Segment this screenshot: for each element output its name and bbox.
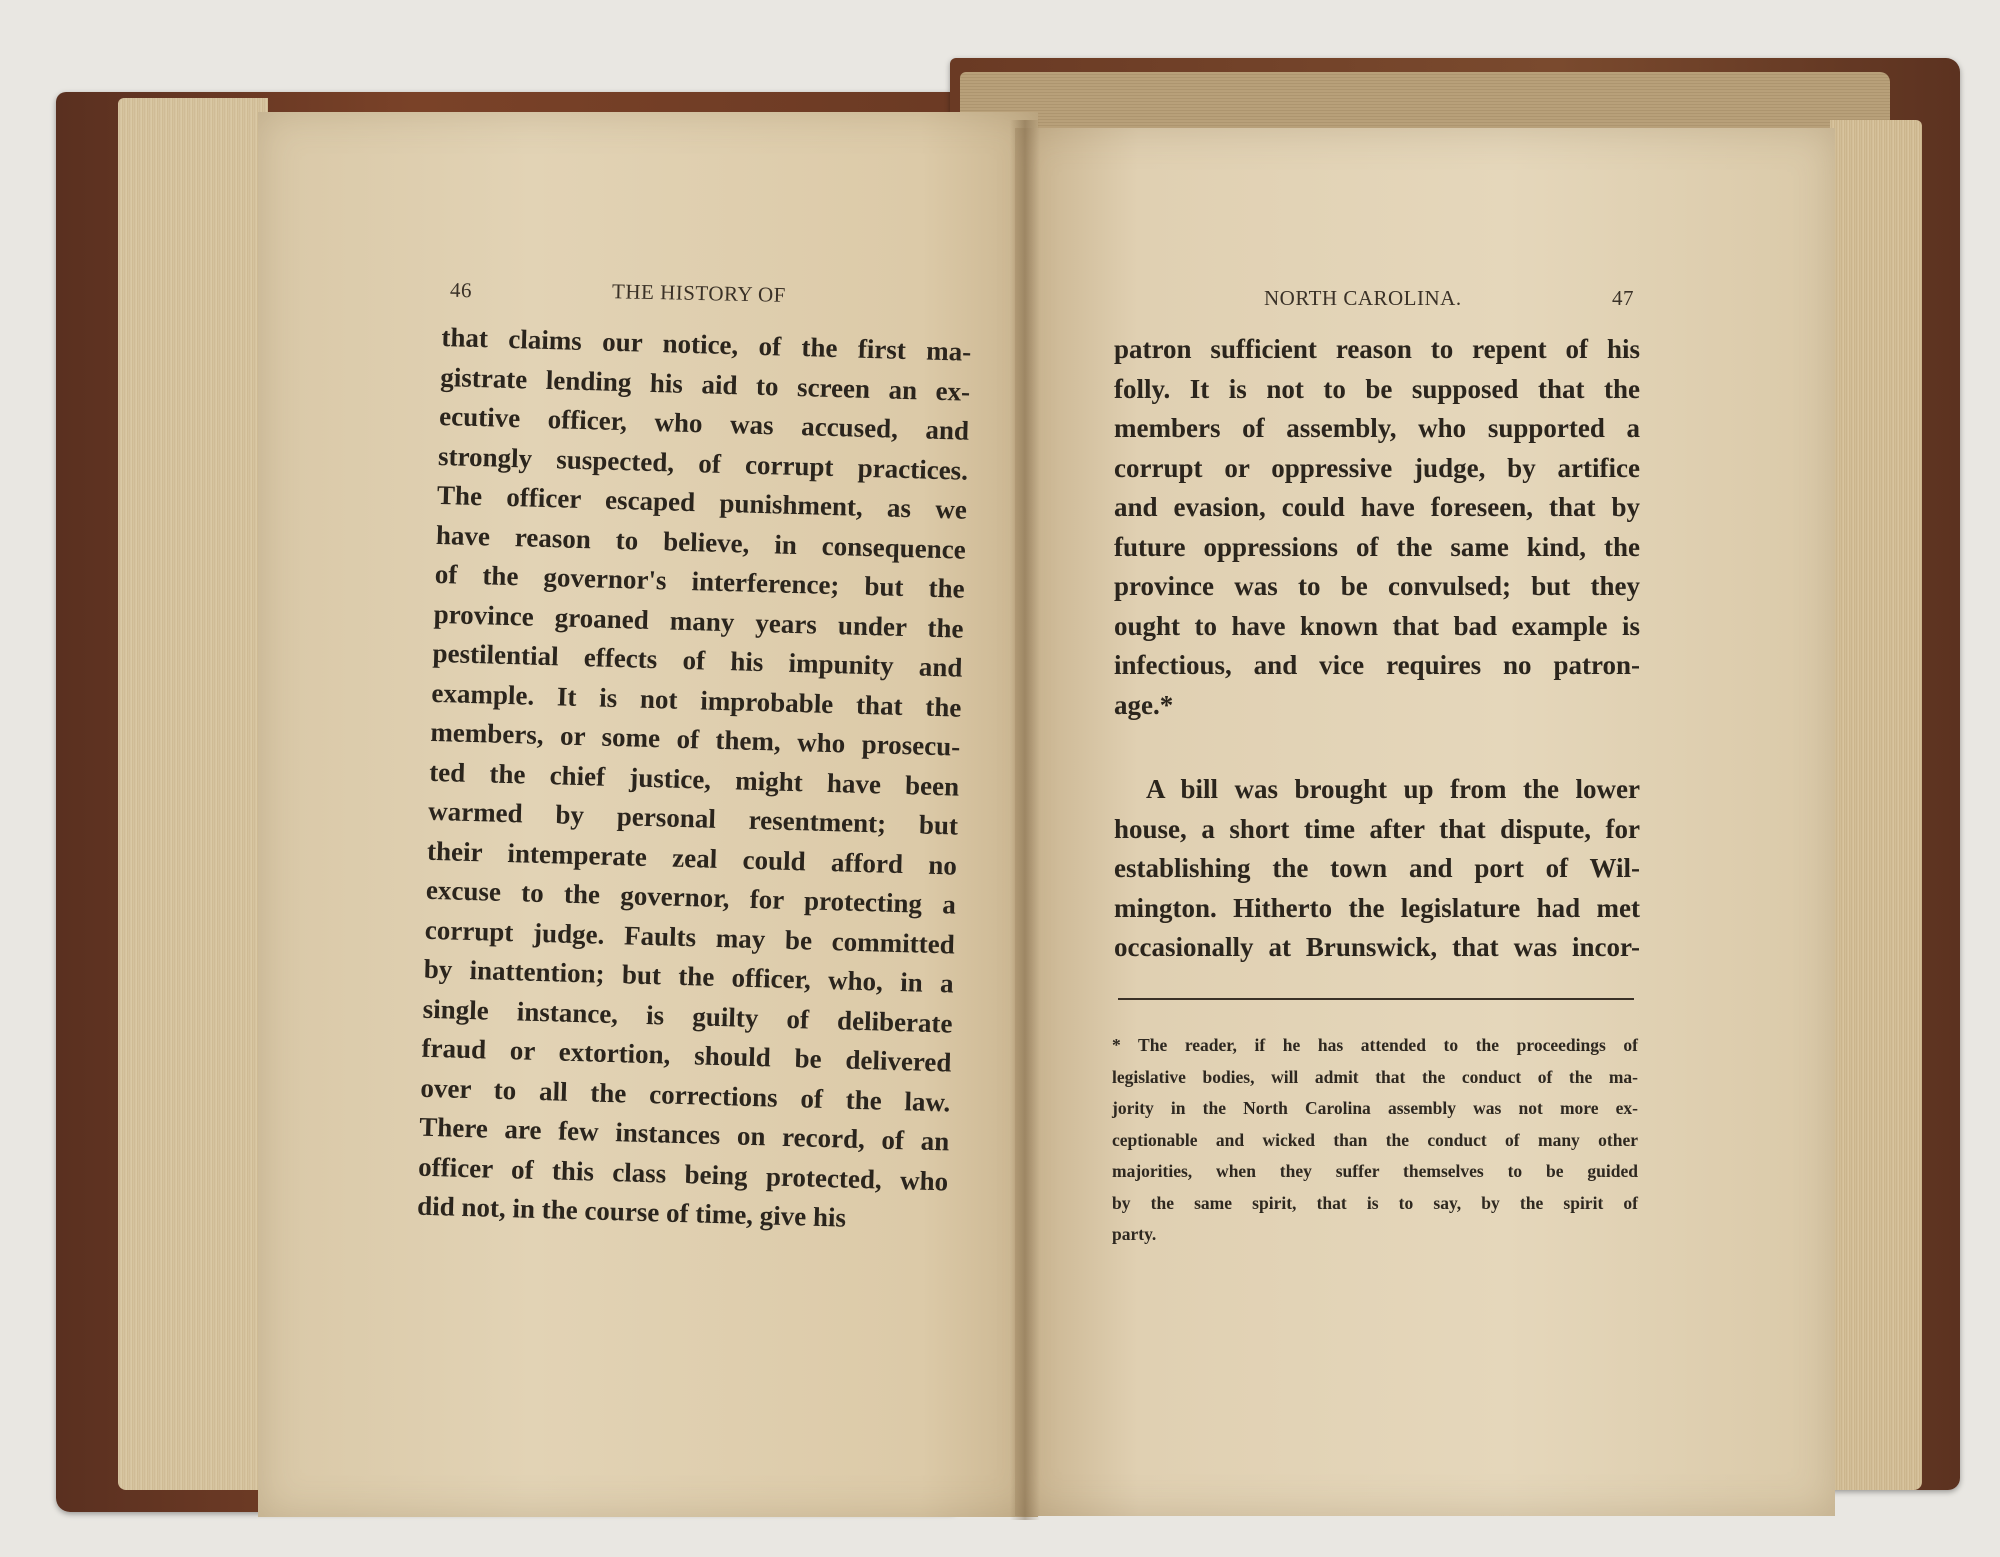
text-line: ted the chief justice, might have been [428,756,960,802]
text-line: infectious, and vice requires no patron- [1114,650,1640,680]
text-line: future oppressions of the same kind, the [1114,531,1640,562]
page-block-top-edge [960,72,1890,130]
text-line: patron sufficient reason to repent of his [1114,334,1640,364]
footnote-line: legislative bodies, will admit that the conduct of the ma- [1112,1066,1638,1087]
text-line: have reason to believe, in consequence [435,519,967,565]
gutter [1010,120,1040,1520]
text-line: warmed by personal resentment; but [427,795,959,841]
text-line: fraud or extortion, should be delivered [421,1032,952,1078]
text-line: strongly suspected, of corrupt practices. [437,440,969,486]
text-line: of the governor's interference; but the [434,558,966,604]
text-line: ecutive officer, who was accused, and [438,400,970,446]
text-line: and evasion, could have foreseen, that by [1114,492,1640,522]
left-page-number: 46 [449,277,473,303]
footnote-line: ceptionable and wicked than the conduct of many other [1112,1129,1638,1150]
right-page-number: 47 [1612,286,1634,310]
text-line: folly. It is not to be supposed that the [1114,373,1640,404]
text-line: A bill was brought up from the lower [1146,774,1640,804]
left-page-text [417,318,972,1241]
text-line: excuse to the governor, for protecting a [425,874,957,920]
text-line: ought to have known that bad example is [1114,610,1640,641]
text-line: that claims our notice, of the first ma- [441,321,972,367]
text-line: officer of this class being protected, who [417,1151,949,1196]
text-line: corrupt judge. Faults may be committed [424,914,956,960]
right-paragraph-1 [1114,330,1640,725]
right-paragraph-2 [1114,770,1640,968]
text-line: house, a short time after that dispute, for [1114,813,1640,844]
text-line: pestilential effects of his impunity and [432,637,963,683]
page-block-right-edge [1830,120,1922,1490]
text-line: members, or some of them, who prosecu- [430,716,961,762]
footnote-line: party. [1112,1224,1157,1244]
text-line: members of assembly, who supported a [1114,413,1640,443]
text-line: occasionally at Brunswick, that was incor- [1114,932,1640,962]
left-running-head: THE HISTORY OF [611,279,787,307]
text-line: mington. Hitherto the legislature had met [1114,892,1640,923]
footnote-rule [1118,998,1634,1000]
footnote-line: majorities, when they suffer themselves to be guided [1112,1161,1638,1181]
text-line: establishing the town and port of Wil- [1114,853,1640,883]
footnote-line: jority in the North Carolina assembly was not more ex- [1112,1098,1638,1118]
text-line: corrupt or oppressive judge, by artifice [1114,452,1640,483]
text-line: over to all the corrections of the law. [420,1072,951,1117]
text-line: did not, in the course of time, give his [416,1190,847,1233]
text-line: example. It is not improbable that the [431,677,962,723]
text-line: The officer escaped punishment, as we [436,479,968,525]
text-line: province groaned many years under the [433,598,964,644]
text-line: province was to be convulsed; but they [1114,571,1640,601]
text-line: gistrate lending his aid to screen an ex- [439,361,971,407]
text-line: their intemperate zeal could afford no [426,835,958,881]
page-block-left-edge [118,98,268,1490]
text-line: There are few instances on record, of an [418,1111,950,1157]
text-line: by inattention; but the officer, who, in a [423,953,955,999]
right-running-head: NORTH CAROLINA. [1264,286,1462,310]
text-line: age.* [1114,689,1174,720]
text-line: single instance, is guilty of deliberate [422,993,953,1039]
footnote-line: by the same spirit, that is to say, by the spirit of [1112,1192,1638,1213]
footnote [1112,1030,1638,1251]
footnote-line: * The reader, if he has attended to the proceedings of [1112,1035,1638,1055]
